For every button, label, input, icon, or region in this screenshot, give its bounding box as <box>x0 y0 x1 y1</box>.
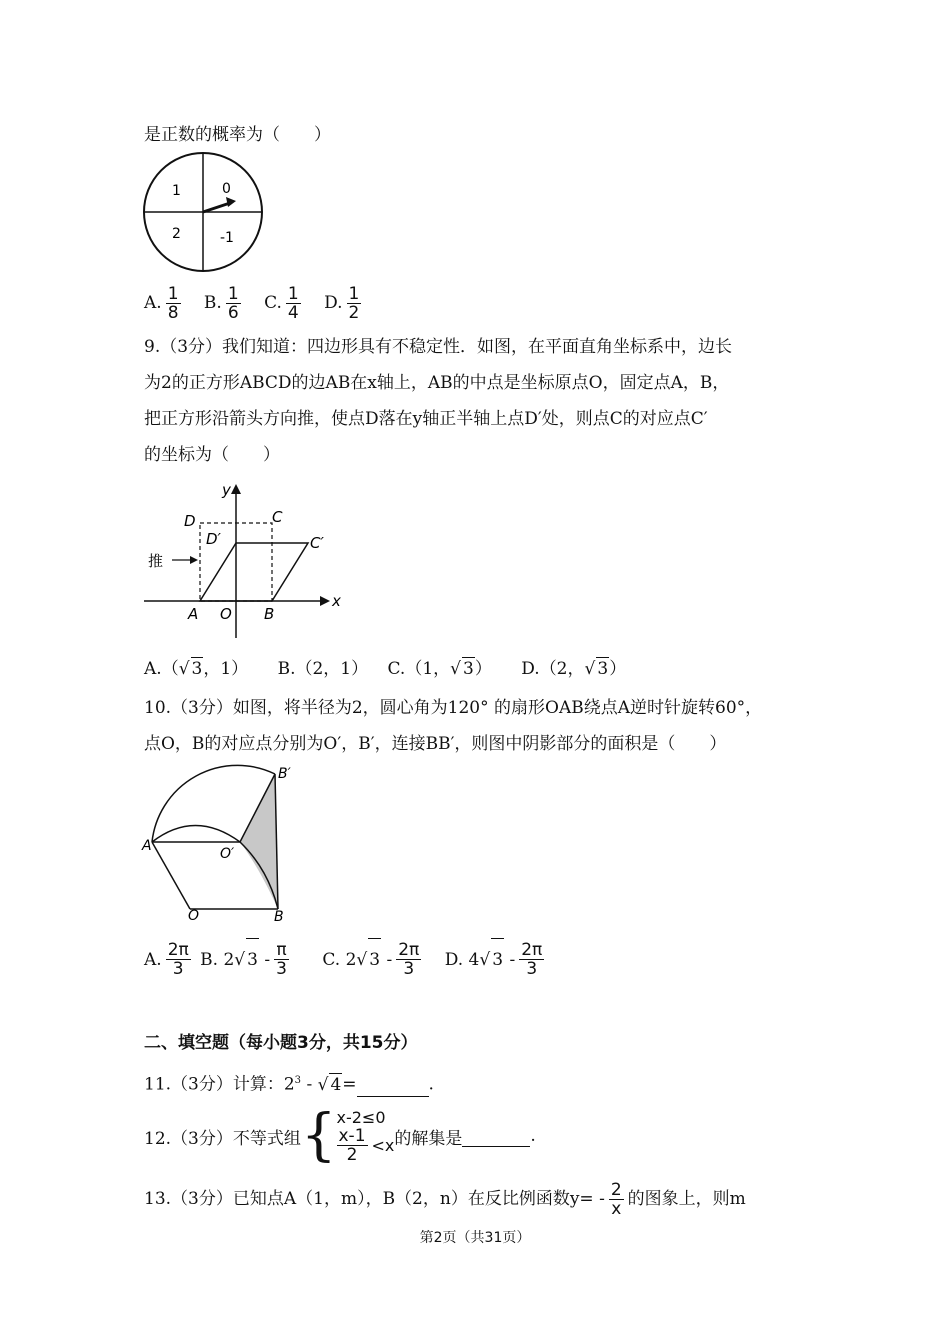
y-axis-arrow <box>231 484 241 494</box>
arc-ao-prime <box>152 826 240 843</box>
q12: 12.（3分）不等式组 { x-2≤0 $\frac{x-1}{2}$ <x 的解集是 . <box>144 1103 536 1168</box>
q10-option-b[interactable]: B. 2 √ 3 - $\frac{\pi}{3}$ <box>200 938 293 981</box>
push-label: 推 <box>148 552 164 570</box>
label-O2: O <box>188 908 200 924</box>
q8-option-d[interactable]: D. $\frac{1}{2}$ <box>324 283 360 323</box>
q8-option-b[interactable]: B. $\frac{1}{6}$ <box>203 283 239 323</box>
q9-figure <box>140 478 350 643</box>
push-arrowhead <box>190 556 198 564</box>
spinner-figure <box>140 150 270 275</box>
q9-line-3: 把正方形沿箭头方向推，使点D落在y轴正半轴上点D′处，则点C的对应点C′ <box>144 409 708 429</box>
q10-line-1: 10.（3分）如图，将半径为2，圆心角为120° 的扇形OAB绕点A逆时针旋转60°， <box>144 698 763 718</box>
label-C: C <box>272 508 283 526</box>
q9-option-c[interactable]: C. （1， √ 3 ） <box>388 657 492 680</box>
q8-option-a[interactable]: A. $\frac{1}{8}$ <box>144 283 179 323</box>
q8-options <box>144 283 379 323</box>
q9-line-2: 为2的正方形ABCD的边AB在x轴上，AB的中点是坐标原点O，固定点A，B， <box>144 373 730 393</box>
q11-answer-blank[interactable] <box>357 1074 429 1097</box>
section-2-title: 二、填空题（每小题3分，共15分） <box>144 1033 418 1053</box>
q9-options <box>144 657 640 680</box>
q10-line-2: 点O，B的对应点分别为O′，B′，连接BB′，则图中阴影部分的面积是（ ） <box>144 734 727 754</box>
label-Bp: B′ <box>278 766 291 782</box>
label-O: O <box>220 605 232 623</box>
label-A: A <box>188 605 199 623</box>
parallelogram <box>200 543 308 601</box>
spinner-arrow <box>203 203 230 212</box>
page-footer: 第2页（共31页） <box>419 1230 531 1246</box>
spinner-arrowhead <box>226 197 236 207</box>
x-axis-arrow <box>320 596 330 606</box>
q12-answer-blank[interactable] <box>462 1126 530 1147</box>
q9-option-d[interactable]: D. （2， √ 3 ） <box>521 657 626 680</box>
q10-option-d[interactable]: D. 4 √ 3 - $\frac{2\pi}{3}$ <box>445 938 549 981</box>
label-Cp: C′ <box>310 534 324 552</box>
spinner-label-1: 1 <box>172 183 181 199</box>
line-a-o <box>152 842 190 909</box>
label-B: B <box>264 605 275 623</box>
spinner-label-0: 0 <box>222 181 231 197</box>
q9-option-a[interactable]: A. （ √ 3 ，1） <box>144 657 248 680</box>
q11: 11.（3分）计算：$2^3$ - √ 4= . <box>144 1070 434 1097</box>
q8-question-tail: 是正数的概率为（ ） <box>144 125 331 145</box>
q9-option-b[interactable]: B.（2，1） <box>277 658 369 679</box>
q10-option-a[interactable]: A. $\frac{2\pi}{3}$ <box>144 940 189 979</box>
q10-option-c[interactable]: C. 2 √ 3 - $\frac{2\pi}{3}$ <box>322 938 425 981</box>
label-Op: O′ <box>220 846 235 862</box>
shaded-region <box>240 774 278 909</box>
label-B2: B <box>274 909 284 925</box>
label-A2: A <box>142 838 152 854</box>
q12-system: x-2≤0 $\frac{x-1}{2}$ <x <box>336 1108 395 1165</box>
q9-line-1: 9.（3分）我们知道：四边形具有不稳定性．如图，在平面直角坐标系中，边长 <box>144 337 733 357</box>
spinner-label-neg1: -1 <box>220 230 234 246</box>
y-label: y <box>222 481 231 499</box>
label-D: D <box>184 512 196 530</box>
q10-figure <box>140 764 300 932</box>
spinner-label-2: 2 <box>172 226 181 242</box>
q9-line-4: 的坐标为（ ） <box>144 445 280 465</box>
label-Dp: D′ <box>206 530 221 548</box>
q8-option-c[interactable]: C. $\frac{1}{4}$ <box>264 283 299 323</box>
q13: 13.（3分）已知点A（1，m），B（2，n）在反比例函数y= - $\frac{2}{x}$ 的图象上，则m <box>144 1180 746 1219</box>
q10-options <box>144 938 562 981</box>
q12-brace: { <box>300 1103 337 1168</box>
x-label: x <box>332 592 341 610</box>
